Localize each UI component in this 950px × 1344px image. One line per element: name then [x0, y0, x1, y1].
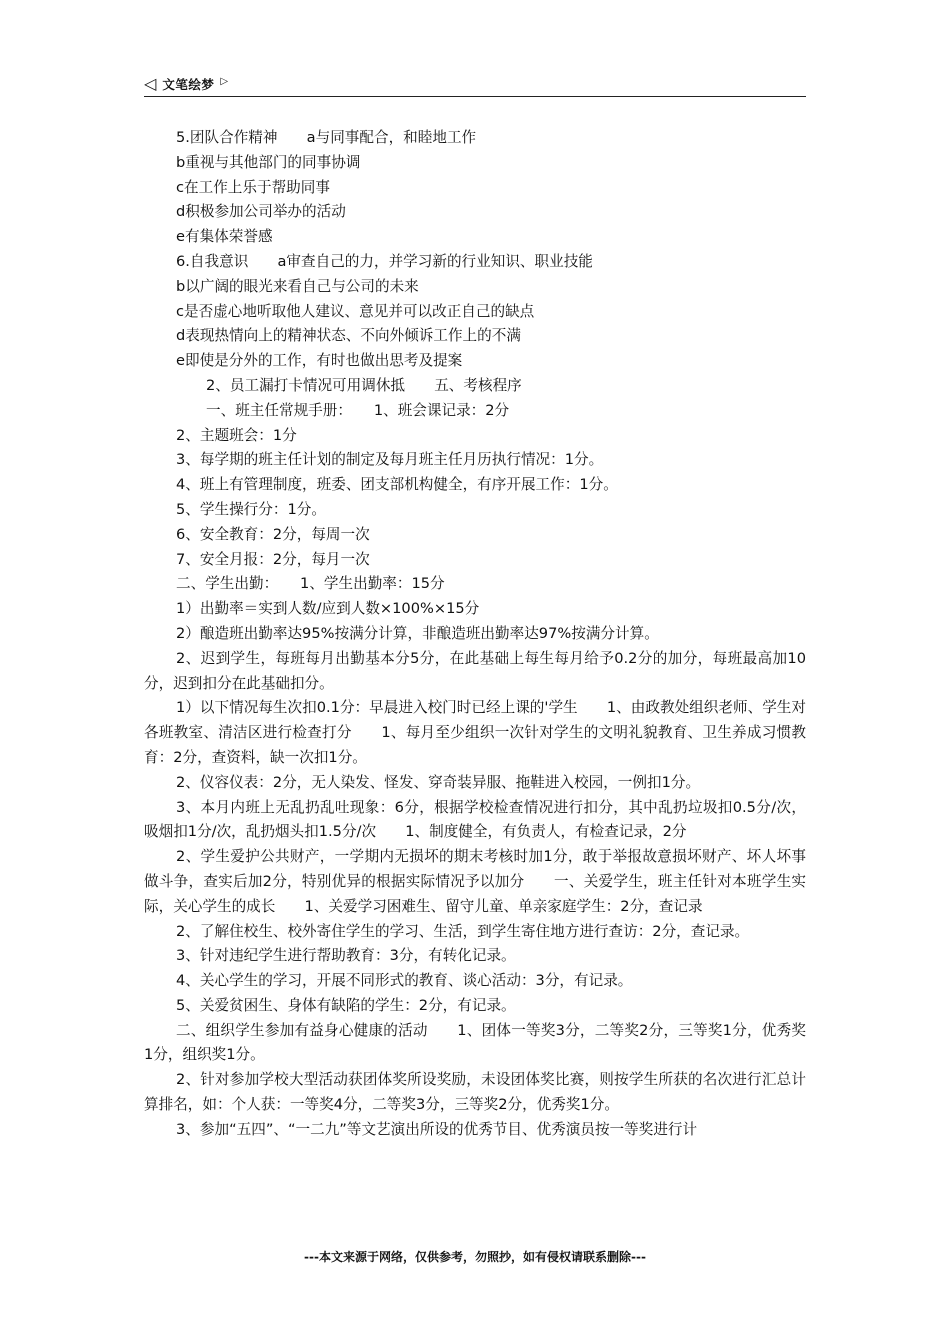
paragraph: 2、迟到学生，每班每月出勤基本分5分，在此基础上每生每月给予0.2分的加分，每班最高加10分，迟到扣分在此基础扣分。 [144, 649, 806, 692]
paragraph: b重视与其他部门的同事协调 [176, 153, 361, 171]
paragraph: 3、每学期的班主任计划的制定及每月班主任月历执行情况：1分。 [176, 451, 604, 469]
document-body [144, 126, 806, 1143]
paragraph: 二、学生出勤： 1、学生出勤率：15分 [176, 575, 445, 593]
paragraph: 7、安全月报：2分，每月一次 [176, 550, 370, 568]
paragraph: 2、针对参加学校大型活动获团体奖所设奖励，未设团体奖比赛，则按学生所获的名次进行汇总计算排名，如：个人获：一等奖4分，二等奖3分，三等奖2分，优秀奖1分。 [144, 1071, 806, 1114]
page-header [144, 72, 806, 97]
paragraph: 6、安全教育：2分，每周一次 [176, 525, 370, 543]
paragraph: d表现热情向上的精神状态、不向外倾诉工作上的不满 [176, 327, 521, 345]
paragraph: 2）酿造班出勤率达95%按满分计算，非酿造班出勤率达97%按满分计算。 [176, 624, 659, 642]
paragraph: 一、班主任常规手册： 1、班会课记录：2分 [206, 401, 510, 419]
paragraph: 3、针对违纪学生进行帮助教育：3分，有转化记录。 [176, 947, 516, 965]
paragraph: e有集体荣誉感 [176, 228, 273, 246]
triangle-right-icon: ▷ [220, 75, 229, 87]
header-brand: 文笔绘梦 [162, 77, 215, 92]
paragraph: 2、主题班会：1分 [176, 426, 297, 444]
paragraph: 5、学生操行分：1分。 [176, 500, 326, 518]
triangle-left-icon: ◁ [144, 74, 157, 93]
paragraph: 4、班上有管理制度，班委、团支部机构健全，有序开展工作：1分。 [176, 476, 618, 494]
footer-disclaimer: ---本文来源于网络，仅供参考，勿照抄，如有侵权请联系删除--- [304, 1250, 646, 1264]
paragraph: 2、员工漏打卡情况可用调休抵 五、考核程序 [206, 376, 522, 394]
paragraph: e即使是分外的工作，有时也做出思考及提案 [176, 352, 463, 370]
paragraph: b以广阔的眼光来看自己与公司的未来 [176, 277, 419, 295]
paragraph: 2、了解住校生、校外寄住学生的学习、生活，到学生寄住地方进行查访：2分，查记录。 [176, 922, 750, 940]
paragraph: 5、关爱贫困生、身体有缺陷的学生：2分，有记录。 [176, 996, 516, 1014]
paragraph: 3、参加“五四”、“一二九”等文艺演出所设的优秀节目、优秀演员按一等奖进行计 [176, 1120, 698, 1138]
paragraph: 二、组织学生参加有益身心健康的活动 1、团体一等奖3分，二等奖2分，三等奖1分，优秀奖1分，组织奖1分。 [144, 1021, 806, 1064]
paragraph: 2、学生爱护公共财产，一学期内无损坏的期末考核时加1分，敢于举报故意损坏财产、坏人坏事做斗争，查实后加2分，特别优异的根据实际情况予以加分 一、关爱学生，班主任针对本班学生实际，关心学生的成长 1、关爱学习困难生、留守儿童、单亲家庭学生：2分，查记录 [144, 848, 806, 915]
paragraph: c是否虚心地听取他人建议、意见并可以改正自己的缺点 [176, 302, 535, 320]
paragraph: 2、仪容仪表：2分，无人染发、怪发、穿奇装异服、拖鞋进入校园，一例扣1分。 [176, 773, 701, 791]
paragraph: 1）以下情况每生次扣0.1分：早晨进入校门时已经上课的'学生 1、由政教处组织老师、学生对各班教室、清洁区进行检查打分 1、每月至少组织一次针对学生的文明礼貌教育、卫生养成习惯教育：2分，查资料，缺一次扣1分。 [144, 699, 806, 766]
paragraph: 5.团队合作精神 a与同事配合，和睦地工作 [176, 129, 477, 146]
paragraph: 3、本月内班上无乱扔乱吐现象：6分，根据学校检查情况进行扣分，其中乱扔垃圾扣0.5分/次，吸烟扣1分/次，乱扔烟头扣1.5分/次 1、制度健全，有负责人，有检查记录，2分 [144, 798, 806, 841]
paragraph: 4、关心学生的学习，开展不同形式的教育、谈心活动：3分，有记录。 [176, 972, 633, 990]
paragraph: c在工作上乐于帮助同事 [176, 178, 330, 196]
paragraph: d积极参加公司举办的活动 [176, 203, 346, 221]
paragraph: 6.自我意识 a审查自己的力，并学习新的行业知识、职业技能 [176, 252, 593, 270]
paragraph: 1）出勤率＝实到人数/应到人数×100%×15分 [176, 600, 480, 618]
